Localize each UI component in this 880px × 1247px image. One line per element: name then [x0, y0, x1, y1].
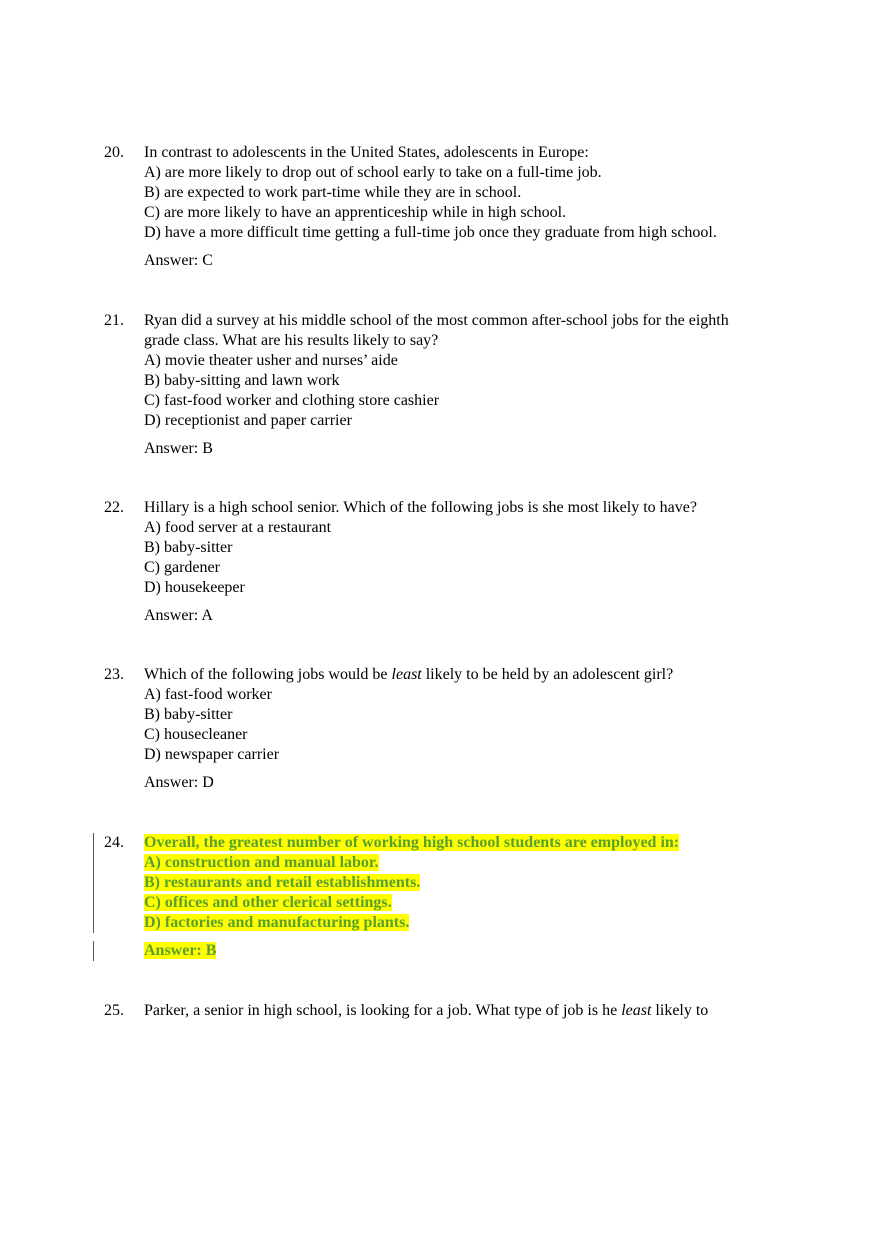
option-a: A) are more likely to drop out of school early to take on a full-time job. — [144, 164, 602, 181]
answer-options — [144, 163, 804, 243]
question-stem-line-1: Ryan did a survey at his middle school of the most common after-school jobs for the eighth — [144, 312, 729, 329]
answer-options — [144, 351, 804, 431]
highlighted-text: Overall, the greatest number of working high school students are employed in: — [144, 834, 680, 851]
option-d — [144, 913, 804, 933]
question-number: 21. — [104, 312, 124, 329]
option-c: C) fast-food worker and clothing store cashier — [144, 392, 440, 409]
stem-text-after: likely to — [651, 1002, 709, 1019]
stem-text-after: likely to be held by an adolescent girl? — [421, 666, 674, 683]
answer-options — [144, 685, 804, 765]
option-b: B) baby-sitting and lawn work — [144, 372, 340, 389]
question-body — [144, 143, 804, 271]
highlighted-text: C) offices and other clerical settings. — [144, 894, 392, 911]
revision-bar — [93, 833, 94, 933]
question-number: 22. — [104, 499, 124, 516]
option-c: C) gardener — [144, 559, 220, 576]
question-body — [144, 1001, 804, 1021]
option-d: D) newspaper carrier — [144, 746, 280, 763]
question-number: 23. — [104, 666, 124, 683]
answer-key: Answer: D — [144, 774, 214, 791]
highlighted-text: Answer: B — [144, 942, 217, 959]
option-c: C) are more likely to have an apprenticeship while in high school. — [144, 204, 567, 221]
question-number: 20. — [104, 144, 124, 161]
question-stem — [144, 1001, 804, 1021]
question-body — [144, 498, 804, 626]
option-a: A) food server at a restaurant — [144, 519, 332, 536]
question-stem — [144, 311, 804, 351]
answer-key — [144, 941, 804, 961]
question-stem: In contrast to adolescents in the United States, adolescents in Europe: — [144, 144, 589, 161]
revision-bar-answer — [93, 941, 94, 961]
question-stem — [144, 833, 804, 853]
option-b: B) baby-sitter — [144, 539, 233, 556]
question-stem: Hillary is a high school senior. Which of the following jobs is she most likely to have? — [144, 499, 697, 516]
question-number: 25. — [104, 1002, 124, 1019]
stem-text-before: Parker, a senior in high school, is looking for a job. What type of job is he — [144, 1002, 622, 1019]
answer-key: Answer: A — [144, 607, 213, 624]
question-body — [144, 833, 804, 961]
answer-options — [144, 853, 804, 933]
option-c: C) housecleaner — [144, 726, 248, 743]
answer-key: Answer: C — [144, 252, 213, 269]
highlighted-text: B) restaurants and retail establishments. — [144, 874, 421, 891]
highlighted-text: A) construction and manual labor. — [144, 854, 379, 871]
highlighted-text: D) factories and manufacturing plants. — [144, 914, 410, 931]
option-a: A) movie theater usher and nurses’ aide — [144, 352, 398, 369]
option-a: A) fast-food worker — [144, 686, 272, 703]
stem-emphasis: least — [391, 666, 422, 683]
option-d: D) housekeeper — [144, 579, 245, 596]
option-b: B) baby-sitter — [144, 706, 233, 723]
option-b: B) are expected to work part-time while they are in school. — [144, 184, 522, 201]
answer-key: Answer: B — [144, 440, 213, 457]
option-d: D) have a more difficult time getting a full-time job once they graduate from high school. — [144, 224, 717, 241]
option-d: D) receptionist and paper carrier — [144, 412, 352, 429]
answer-options — [144, 518, 804, 598]
question-body — [144, 311, 804, 459]
stem-emphasis: least — [621, 1002, 652, 1019]
option-b — [144, 873, 804, 893]
question-number: 24. — [104, 834, 124, 851]
stem-text-before: Which of the following jobs would be — [144, 666, 392, 683]
question-body — [144, 665, 804, 793]
option-c — [144, 893, 804, 913]
question-stem — [144, 665, 804, 685]
question-stem-line-2: grade class. What are his results likely to say? — [144, 332, 439, 349]
option-a — [144, 853, 804, 873]
